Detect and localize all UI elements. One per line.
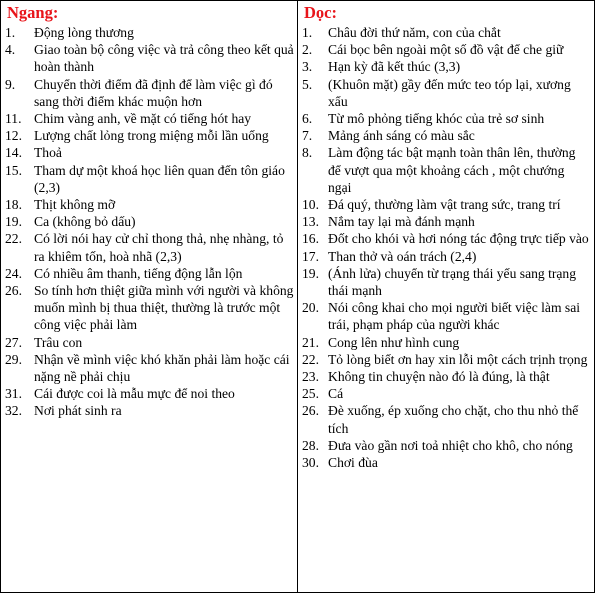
clue-item [5, 127, 295, 144]
clue-text: Đưa vào gần nơi toả nhiệt cho khô, cho nóng [328, 437, 573, 453]
clue-text: Thoả [34, 145, 62, 161]
clue-item [302, 248, 590, 265]
down-clue-list [302, 24, 590, 471]
clue-text: Đốt cho khói và hơi nóng tác động trực tiếp vào [328, 231, 589, 247]
clue-item [5, 24, 295, 41]
clue-item [302, 144, 590, 196]
clue-item [5, 110, 295, 127]
clue-number: 29. [5, 351, 22, 367]
clue-text: Chim vàng anh, về mặt có tiếng hót hay [34, 111, 252, 127]
clue-number: 1. [302, 25, 313, 40]
clue-number: 6. [302, 111, 313, 127]
clue-item [302, 454, 590, 471]
clue-text: (Khuôn mặt) gầy đến mức teo tóp lại, xương xẩu [328, 76, 571, 109]
clue-number: 17. [302, 248, 319, 264]
column-divider [297, 1, 298, 592]
clue-number: 26. [5, 283, 22, 299]
clue-text: Cái được coi là mẫu mực để noi theo [34, 386, 235, 402]
clue-number: 13. [302, 214, 319, 230]
across-clue-list [5, 24, 295, 420]
clue-number: 4. [5, 42, 16, 58]
clue-text: Từ mô phỏng tiếng khóc của trẻ sơ sinh [328, 111, 545, 127]
clue-item [5, 76, 295, 110]
clue-text: Hạn kỳ đã kết thúc (3,3) [328, 59, 461, 75]
clue-number: 8. [302, 145, 313, 161]
clue-number: 20. [302, 300, 319, 316]
clue-item [302, 41, 590, 58]
clue-number: 9. [5, 76, 16, 92]
clue-text: Có nhiều âm thanh, tiếng động lẫn lộn [34, 265, 243, 281]
clue-item [5, 334, 295, 351]
clue-text: Than thở và oán trách (2,4) [328, 248, 477, 264]
clue-text: Động lòng thương [34, 25, 134, 40]
clue-item [5, 265, 295, 282]
down-heading: Dọc: [304, 3, 337, 22]
clue-text: Chơi đùa [328, 455, 378, 471]
clue-number: 3. [302, 59, 313, 75]
clue-text: Tham dự một khoá học liên quan đến tôn giáo (2,3) [34, 162, 285, 195]
clue-number: 2. [302, 42, 313, 58]
clue-item [302, 334, 590, 351]
clue-text: Làm động tác bật mạnh toàn thân lên, thường để vượt qua một khoảng cách , một chướng ngại [328, 145, 576, 195]
across-heading: Ngang: [7, 3, 59, 22]
clue-number: 21. [302, 334, 319, 350]
clue-item [5, 41, 295, 75]
clue-item [302, 76, 590, 110]
clue-text: Đá quý, thường làm vật trang sức, trang trí [328, 197, 561, 213]
clue-number: 5. [302, 76, 313, 92]
clue-number: 1. [5, 25, 16, 40]
clue-text: Ca (không bỏ dấu) [34, 214, 136, 230]
clue-number: 28. [302, 437, 319, 453]
clue-item [5, 402, 295, 419]
clue-item [5, 213, 295, 230]
clue-text: Nơi phát sinh ra [34, 403, 122, 419]
clue-number: 18. [5, 197, 22, 213]
clue-item [302, 213, 590, 230]
clue-number: 14. [5, 145, 22, 161]
clue-text: Không tin chuyện nào đó là đúng, là thật [328, 369, 550, 385]
clue-number: 15. [5, 162, 22, 178]
clue-item [302, 196, 590, 213]
clue-text: (Ánh lửa) chuyển từ trạng thái yếu sang trạng thái mạnh [328, 265, 577, 299]
clue-number: 25. [302, 386, 319, 402]
clue-text: Nắm tay lại mà đánh mạnh [328, 214, 475, 230]
clue-text: Châu đời thứ năm, con của chắt [328, 25, 501, 40]
clue-text: Giao toàn bộ công việc và trả công theo kết quả hoàn thành [34, 42, 294, 75]
clue-text: Nói công khai cho mọi người biết việc làm sai trái, phạm pháp của người khác [328, 300, 581, 333]
clue-number: 31. [5, 386, 22, 402]
clue-text: Nhận về mình việc khó khăn phải làm hoặc cái nặng nề phải chịu [34, 351, 290, 385]
clue-number: 10. [302, 197, 319, 213]
clue-number: 16. [302, 231, 319, 247]
clue-text: Thịt không mỡ [34, 197, 116, 213]
clue-item [5, 282, 295, 334]
clue-number: 19. [5, 214, 22, 230]
clue-number: 32. [5, 403, 22, 419]
clue-item [5, 230, 295, 264]
clue-item [302, 385, 590, 402]
clue-text: Cá [328, 386, 344, 402]
clue-text: Có lời nói hay cử chỉ thong thả, nhẹ nhàng, tỏ ra khiêm tốn, hoà nhã (2,3) [34, 231, 284, 264]
clue-item [5, 144, 295, 161]
clue-text: Cái bọc bên ngoài một số đồ vật để che giữ [328, 42, 564, 58]
clue-item [302, 110, 590, 127]
clue-text: So tính hơn thiệt giữa mình với người và không muốn mình bị thua thiệt, thường là trước một công việc phải làm [34, 283, 294, 333]
clue-number: 24. [5, 265, 22, 281]
clue-item [302, 402, 590, 436]
clue-number: 27. [5, 334, 22, 350]
clue-text: Chuyển thời điểm đã định để làm việc gì đó sang thời điểm khác muộn hơn [34, 76, 273, 109]
clue-item [302, 24, 590, 41]
clue-number: 26. [302, 403, 319, 419]
clue-number: 7. [302, 128, 313, 144]
clue-item [302, 127, 590, 144]
clue-item [302, 351, 590, 368]
clue-item [5, 351, 295, 385]
clue-item [5, 196, 295, 213]
clue-number: 19. [302, 265, 319, 281]
clue-number: 22. [5, 231, 22, 247]
clue-item [302, 368, 590, 385]
clue-item [302, 299, 590, 333]
down-column [302, 3, 590, 471]
clue-text: Đè xuống, ép xuống cho chặt, cho thu nhỏ thể tích [328, 403, 579, 436]
clue-number: 12. [5, 128, 22, 144]
clue-item [5, 385, 295, 402]
clue-text: Lượng chất lỏng trong miệng mỗi lần uống [34, 128, 269, 144]
across-column [5, 3, 295, 420]
clue-text: Cong lên như hình cung [328, 334, 460, 350]
clue-item [302, 265, 590, 299]
clue-number: 11. [5, 111, 22, 127]
clue-text: Tỏ lòng biết ơn hay xin lỗi một cách trịnh trọng [328, 351, 588, 367]
clue-text: Mảng ánh sáng có màu sắc [328, 128, 475, 144]
clue-text: Trâu con [34, 334, 83, 350]
clue-item [302, 437, 590, 454]
clue-number: 23. [302, 369, 319, 385]
clue-item [5, 162, 295, 196]
clue-item [302, 58, 590, 75]
clue-number: 22. [302, 351, 319, 367]
clue-item [302, 230, 590, 247]
clue-number: 30. [302, 455, 319, 471]
